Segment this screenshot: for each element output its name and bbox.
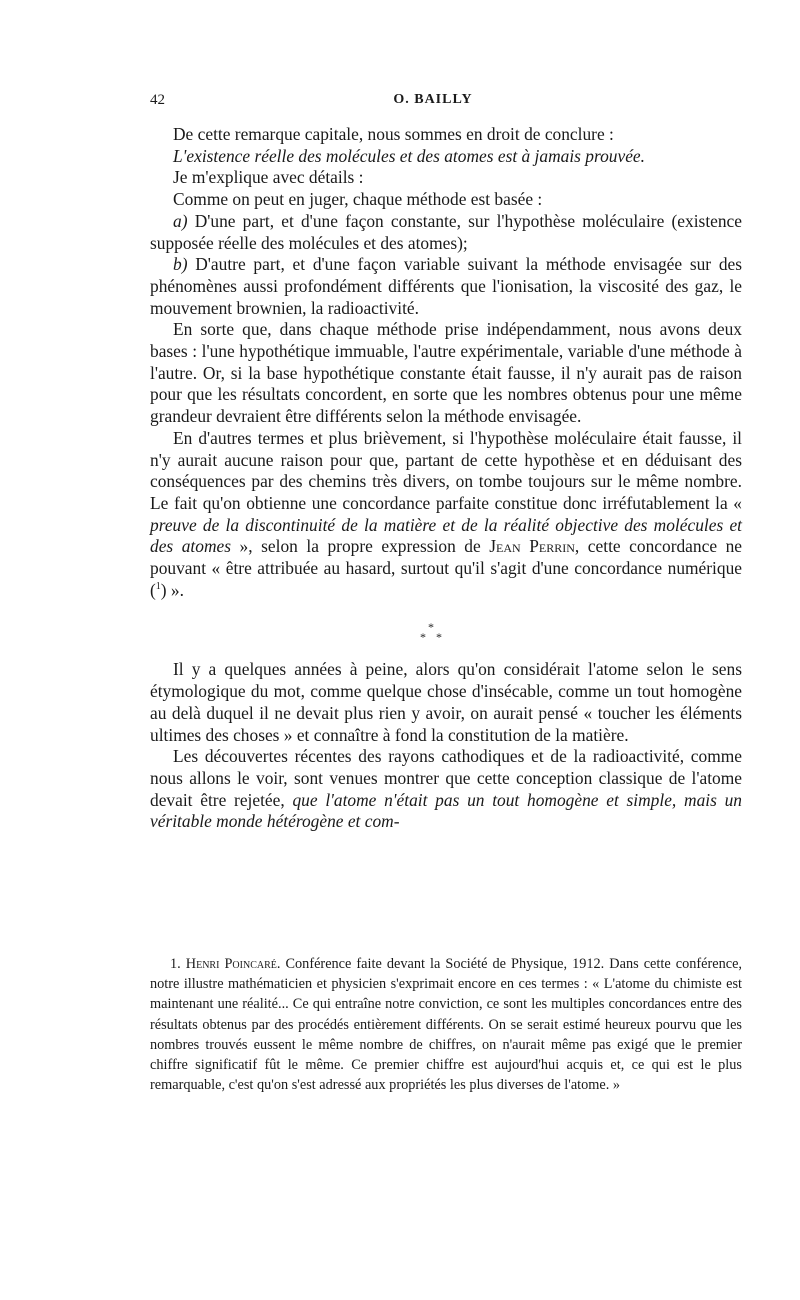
paragraph: Les découvertes récentes des rayons cathodiques et de la radioactivité, comme nous allons le voir, sont venues montrer que cette conception classique de l'atome devait être rejetée, que l'atome n'était pas un tout homogène et simple, mais un véritable monde hétérogène et com- [150, 746, 742, 832]
page-number: 42 [150, 92, 165, 108]
paragraph: De cette remarque capitale, nous sommes en droit de conclure : [173, 124, 614, 144]
list-item-a: a) D'une part, et d'une façon constante, sur l'hypothèse moléculaire (existence supposée réelle des molécules et des atomes); [150, 210, 742, 253]
list-item-b: b) D'autre part, et d'une façon variable suivant la méthode envisagée sur des phénomènes aussi profondément différents que l'ionisation, la viscosité des gaz, le mouvement brownien, la radioactivité. [150, 254, 742, 318]
paragraph-conclusion: L'existence réelle des molécules et des atomes est à jamais prouvée. [173, 145, 646, 166]
asterism-divider: * * * [420, 620, 442, 645]
page-header [150, 92, 716, 114]
footnote-author: Henri Poincaré [185, 956, 277, 972]
footnote: 1. Henri Poincaré. Conférence faite devant la Société de Physique, 1912. Dans cette conférence, notre illustre mathématicien et physicien s'exprimait encore en ces termes : « L'atome du chimiste est maintenant une réalité... Ce qui entraîne notre conviction, ce sont les multiples concordances entre des résultats obtenus par des procédés entièrement différents. On se serait estimé heureux pourvu que les nombres trouvés eussent le même nombre de chiffres, on n'aurait même pas exigé que le premier chiffre significatif fût le même. Ce premier chiffre est aujourd'hui acquis et, ce qui est le plus remarquable, c'est qu'on s'est adressé aux propriétés les plus diverses de l'atome. » [150, 956, 742, 1094]
paragraph: En d'autres termes et plus brièvement, si l'hypothèse moléculaire était fausse, il n'y aurait aucune raison pour que, partant de cette hypothèse et en déduisant des conséquences par des chemins très divers, on tombe toujours sur le même nombre. Le fait qu'on obtienne une concordance parfaite constitue donc irréfutablement la « preuve de la discontinuité de la matière et de la réalité objective des molécules et des atomes », selon la propre expression de Jean Perrin, cette concordance ne pouvant « être attribuée au hasard, surtout qu'il s'agit d'une concordance numérique ($^1$) ». [150, 427, 742, 600]
paragraph: En sorte que, dans chaque méthode prise indépendamment, nous avons deux bases : l'une hypothétique immuable, l'autre expérimentale, variable d'une méthode à l'autre. Or, si la base hypothétique constante était fausse, il n'y aurait pas de raison pour que les résultats concordent, en sorte que les nombres obtenus pour une même grandeur devraient être différents selon la méthode envisagée. [150, 319, 742, 427]
paragraph: Je m'explique avec détails : [173, 167, 364, 188]
paragraph: Comme on peut en juger, chaque méthode est basée : [173, 189, 543, 210]
author-name: Jean Perrin [489, 536, 575, 557]
footnote-ref: 1 [155, 580, 161, 592]
paragraph: Il y a quelques années à peine, alors qu'on considérait l'atome selon le sens étymologique du mot, comme quelque chose d'insécable, comme un tout homogène au delà duquel il ne devait plus rien y avoir, on aurait pensé « toucher les éléments ultimes des choses » et connaître à fond la constitution de la matière. [150, 659, 742, 745]
running-head: O. BAILLY [393, 92, 473, 107]
main-text [150, 124, 742, 833]
